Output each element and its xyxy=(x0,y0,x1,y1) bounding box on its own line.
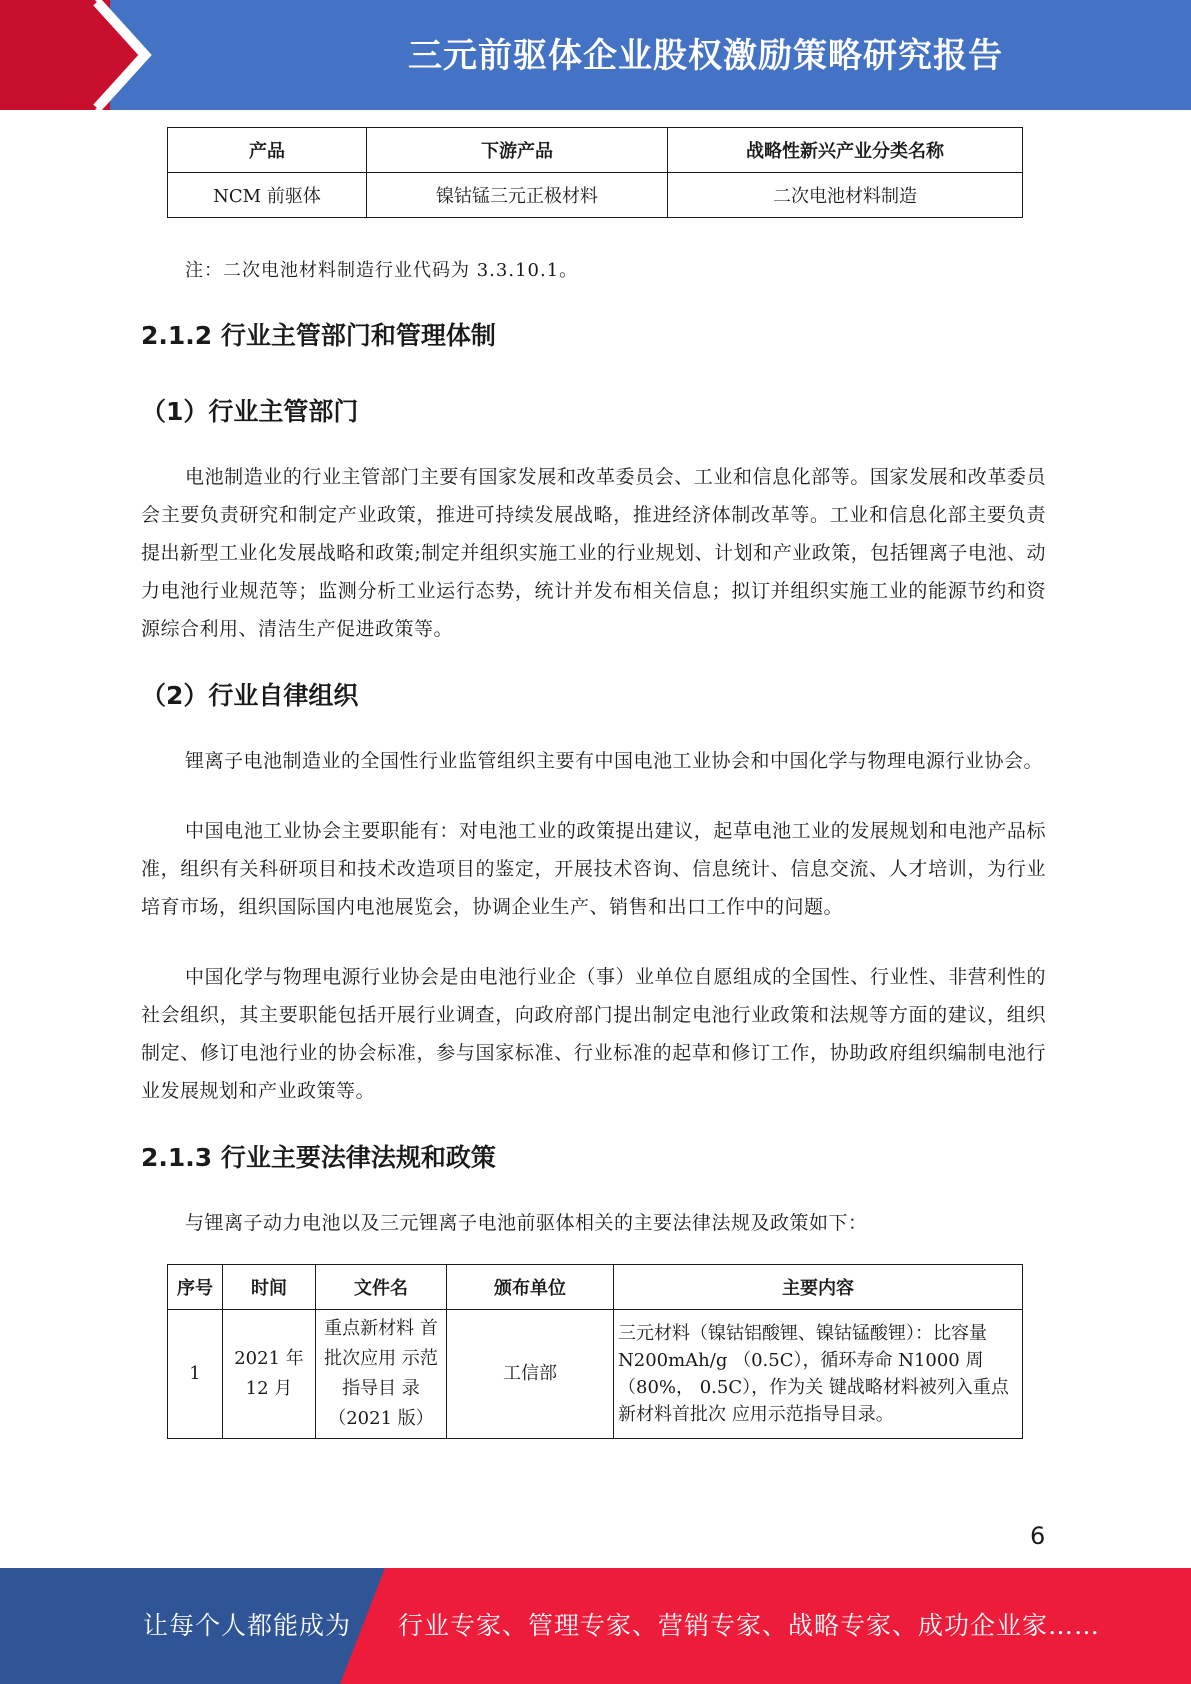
table-header-row xyxy=(168,1265,1023,1310)
subsection-heading-1: （1）行业主管部门 xyxy=(141,397,359,426)
table-cell-content: 三元材料（镍钴铝酸锂、镍钴锰酸锂）：比容量 N200mAh/g （0.5C），循环寿命 N1000 周（80%， 0.5C），作为关 键战略材料被列入重点新材料首批次 应用示范指导目录。 xyxy=(614,1310,1023,1439)
table-cell-doc: 重点新材料 首批次应用 示范指导目 录（2021 版） xyxy=(316,1310,447,1439)
table-row xyxy=(168,173,1023,218)
subsection-heading-2: （2）行业自律组织 xyxy=(141,681,359,710)
page-header xyxy=(0,0,1191,110)
product-table xyxy=(167,127,1023,218)
paragraph: 与锂离子动力电池以及三元锂离子电池前驱体相关的主要法律法规及政策如下： xyxy=(185,1212,868,1234)
header-chevron-icon xyxy=(0,0,160,110)
table-header-cell: 文件名 xyxy=(316,1265,447,1310)
table-cell: 二次电池材料制造 xyxy=(668,173,1023,218)
table-header-row xyxy=(168,128,1023,173)
page-footer xyxy=(0,1568,1191,1684)
footer-slogan-left: 让每个人都能成为 xyxy=(143,1611,352,1640)
section-heading-2-1-3: 2.1.3 行业主要法律法规和政策 xyxy=(141,1143,496,1172)
table-cell-no: 1 xyxy=(168,1310,223,1439)
footer-slogan-right: 行业专家、管理专家、营销专家、战略专家、成功企业家…… xyxy=(398,1611,1101,1640)
header-title: 三元前驱体企业股权激励策略研究报告 xyxy=(408,36,1003,76)
paragraph: 锂离子电池制造业的全国性行业监管组织主要有中国电池工业协会和中国化学与物理电源行业协会。 xyxy=(185,750,1044,772)
table-header-cell: 颁布单位 xyxy=(447,1265,614,1310)
table-cell-time: 2021 年 12 月 xyxy=(223,1310,316,1439)
table-row xyxy=(168,1310,1023,1439)
policy-table xyxy=(167,1264,1023,1439)
table-header-cell: 时间 xyxy=(223,1265,316,1310)
table-header-cell: 序号 xyxy=(168,1265,223,1310)
paragraph: 电池制造业的行业主管部门主要有国家发展和改革委员会、工业和信息化部等。国家发展和改革委员会主要负责研究和制定产业政策，推进可持续发展战略，推进经济体制改革等。工业和信息化部主要负责提出新型工业化发展战略和政策;制定并组织实施工业的行业规划、计划和产业政策，包括锂离子电池、动力电池行业规范等；监测分析工业运行态势，统计并发布相关信息；拟订并组织实施工业的能源节约和资源综合利用、清洁生产促进政策等。 xyxy=(141,466,1046,640)
section-heading-2-1-2: 2.1.2 行业主管部门和管理体制 xyxy=(141,321,496,350)
table-header-cell: 战略性新兴产业分类名称 xyxy=(668,128,1023,173)
table-note: 注：二次电池材料制造行业代码为 3.3.10.1。 xyxy=(185,260,579,281)
table-header-cell: 下游产品 xyxy=(367,128,668,173)
table-cell-issuer: 工信部 xyxy=(447,1310,614,1439)
paragraph: 中国电池工业协会主要职能有：对电池工业的政策提出建议，起草电池工业的发展规划和电池产品标准，组织有关科研项目和技术改造项目的鉴定，开展技术咨询、信息统计、信息交流、人才培训，为行业培育市场，组织国际国内电池展览会，协调企业生产、销售和出口工作中的问题。 xyxy=(141,820,1046,918)
table-cell: 镍钴锰三元正极材料 xyxy=(367,173,668,218)
paragraph: 中国化学与物理电源行业协会是由电池行业企（事）业单位自愿组成的全国性、行业性、非营利性的社会组织，其主要职能包括开展行业调查，向政府部门提出制定电池行业政策和法规等方面的建议，组织制定、修订电池行业的协会标准，参与国家标准、行业标准的起草和修订工作，协助政府组织编制电池行业发展规划和产业政策等。 xyxy=(141,966,1046,1102)
page-number: 6 xyxy=(1030,1522,1046,1550)
main-content xyxy=(141,127,1046,1439)
table-header-cell: 产品 xyxy=(168,128,367,173)
table-cell: NCM 前驱体 xyxy=(168,173,367,218)
table-header-cell: 主要内容 xyxy=(614,1265,1023,1310)
